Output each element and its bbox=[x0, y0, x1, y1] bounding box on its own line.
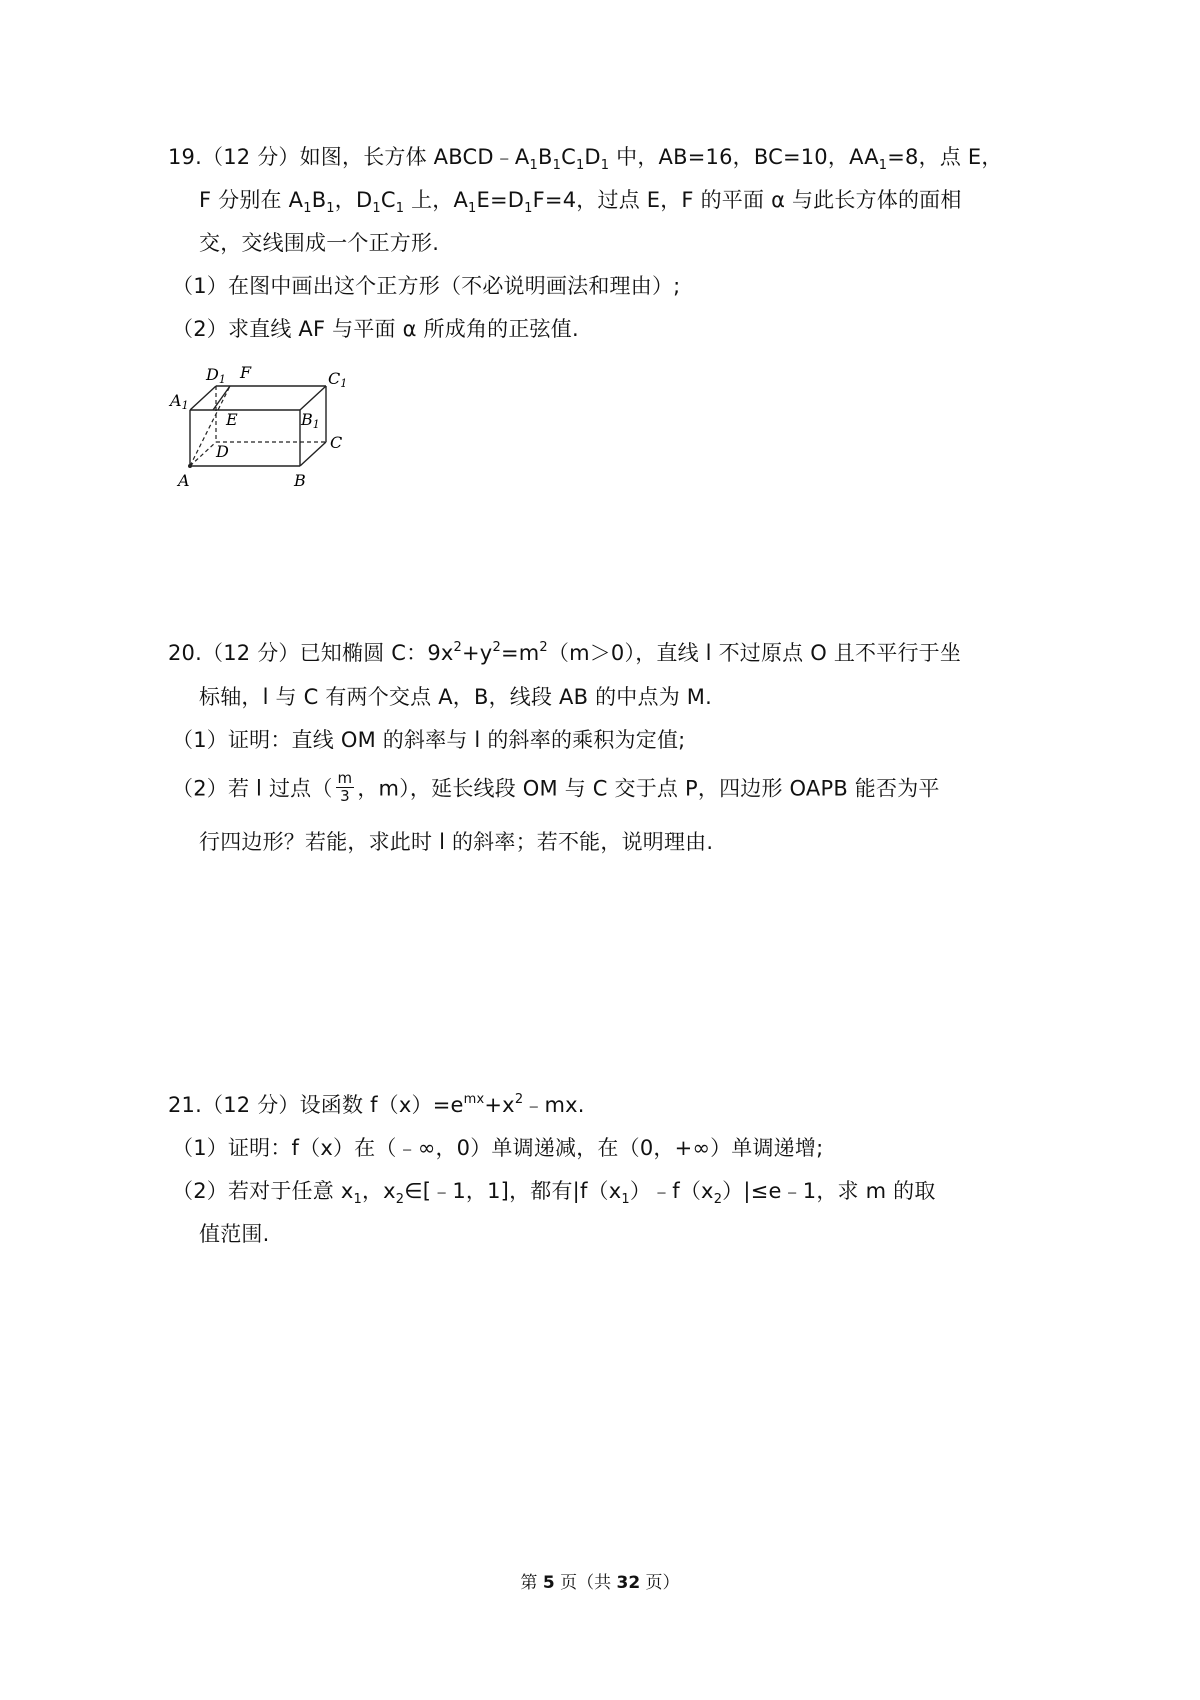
q20-text: （2）若 l 过点（ bbox=[172, 776, 333, 801]
label-f: F bbox=[240, 363, 252, 382]
label-b: B bbox=[294, 471, 306, 490]
q21-text: 21.（12 分）设函数 f（x）=e bbox=[168, 1093, 464, 1117]
point-a bbox=[188, 464, 192, 468]
edge-ad-hidden bbox=[190, 442, 216, 466]
page-footer bbox=[0, 1568, 1200, 1593]
q21-line1 bbox=[168, 1090, 585, 1120]
q21-part1: （1）证明：f（x）在（﹣∞，0）单调递减，在（0，+∞）单调递增; bbox=[172, 1136, 824, 1160]
q19-part2: （2）求直线 AF 与平面 α 所成角的正弦值. bbox=[172, 317, 579, 341]
sub: 1 bbox=[621, 1192, 630, 1207]
sub: 1 bbox=[372, 201, 381, 216]
q20-part2 bbox=[172, 769, 940, 807]
q20-part1: （1）证明：直线 OM 的斜率与 l 的斜率的乘积为定值; bbox=[172, 728, 686, 752]
q20-line2: 标轴，l 与 C 有两个交点 A，B，线段 AB 的中点为 M. bbox=[199, 685, 712, 709]
q19-text: 上，A bbox=[404, 188, 469, 212]
q20-text: ，m），延长线段 OM 与 C 交于点 P，四边形 OAPB 能否为平 bbox=[357, 776, 940, 801]
sub: 1 bbox=[552, 158, 562, 173]
q19-line2 bbox=[199, 185, 962, 215]
q19-text: ，D bbox=[334, 188, 373, 212]
q19-text: 19.（12 分）如图，长方体 ABCD﹣A bbox=[168, 145, 530, 169]
footer-text: 第 bbox=[520, 1573, 543, 1593]
sup: 2 bbox=[539, 640, 548, 655]
sub: 1 bbox=[395, 201, 405, 216]
sub: 1 bbox=[303, 201, 312, 216]
q21-text: ）﹣f（x bbox=[629, 1179, 714, 1203]
sub: 1 bbox=[353, 1192, 362, 1207]
q20-part2-line2: 行四边形？若能，求此时 l 的斜率；若不能，说明理由. bbox=[199, 830, 714, 854]
label-d: D bbox=[216, 442, 229, 461]
q20-text: =m bbox=[500, 641, 540, 665]
fraction bbox=[336, 770, 355, 805]
footer-text: 页） bbox=[640, 1573, 680, 1593]
q19-part1: （1）在图中画出这个正方形（不必说明画法和理由）; bbox=[172, 274, 681, 298]
q20-line1 bbox=[168, 638, 961, 668]
q19-text: E=D bbox=[476, 188, 525, 212]
sub: 1 bbox=[878, 158, 888, 173]
sub: 2 bbox=[395, 1192, 405, 1207]
q21-part2-line2: 值范围. bbox=[199, 1222, 270, 1246]
q20-text: 20.（12 分）已知椭圆 C：9x bbox=[168, 641, 454, 665]
q19-line1 bbox=[168, 142, 1003, 172]
fraction-denominator: 3 bbox=[340, 787, 350, 805]
q21-text: ，x bbox=[361, 1179, 396, 1203]
label-a1: A1 bbox=[170, 391, 189, 412]
q21-text: +x bbox=[484, 1093, 515, 1117]
sub: 1 bbox=[468, 201, 477, 216]
q19-text: C bbox=[380, 188, 396, 212]
q21-text: ）|≤e﹣1，求 m 的取 bbox=[722, 1179, 936, 1203]
q19-text: =8，点 E， bbox=[887, 145, 1003, 169]
q19-text: 中，AB=16，BC=10，AA bbox=[609, 145, 879, 169]
q21-text: ∈[﹣1，1]，都有|f（x bbox=[404, 1179, 622, 1203]
sup: 2 bbox=[492, 640, 501, 655]
label-a: A bbox=[178, 471, 190, 490]
edge-bc bbox=[300, 442, 326, 466]
q19-text: C bbox=[561, 145, 576, 169]
sub: 1 bbox=[326, 201, 335, 216]
q19-text: F=4，过点 E，F 的平面 α 与此长方体的面相 bbox=[532, 188, 962, 212]
label-c: C bbox=[330, 433, 343, 452]
edge-b1c1 bbox=[300, 386, 326, 410]
sup: mx bbox=[463, 1092, 485, 1107]
sub: 2 bbox=[713, 1192, 723, 1207]
q20-text: +y bbox=[462, 641, 493, 665]
label-c1: C1 bbox=[328, 369, 348, 390]
sup: 2 bbox=[514, 1092, 524, 1107]
sup: 2 bbox=[453, 640, 463, 655]
edge-a1d1 bbox=[190, 386, 216, 410]
q21-part2 bbox=[172, 1176, 936, 1206]
page-number: 5 bbox=[542, 1573, 555, 1593]
page-total: 32 bbox=[616, 1573, 641, 1593]
label-e: E bbox=[226, 410, 238, 429]
fraction-numerator: m bbox=[337, 769, 353, 787]
sub: 1 bbox=[529, 158, 538, 173]
sub: 1 bbox=[524, 201, 533, 216]
cuboid-figure bbox=[168, 362, 368, 502]
q20-text: （m＞0），直线 l 不过原点 O 且不平行于坐 bbox=[547, 641, 962, 665]
label-d1: D1 bbox=[206, 365, 226, 386]
q21-text: （2）若对于任意 x bbox=[172, 1179, 354, 1203]
sub: 1 bbox=[575, 158, 585, 173]
q21-text: ﹣mx. bbox=[523, 1093, 585, 1117]
q19-text: F 分别在 A bbox=[199, 188, 304, 212]
q19-text: D bbox=[584, 145, 601, 169]
footer-text: 页（共 bbox=[554, 1573, 617, 1593]
q19-line3: 交，交线围成一个正方形. bbox=[199, 231, 440, 255]
q19-text: B bbox=[311, 188, 327, 212]
label-b1: B1 bbox=[301, 410, 320, 431]
sub: 1 bbox=[600, 158, 610, 173]
q19-text: B bbox=[537, 145, 553, 169]
